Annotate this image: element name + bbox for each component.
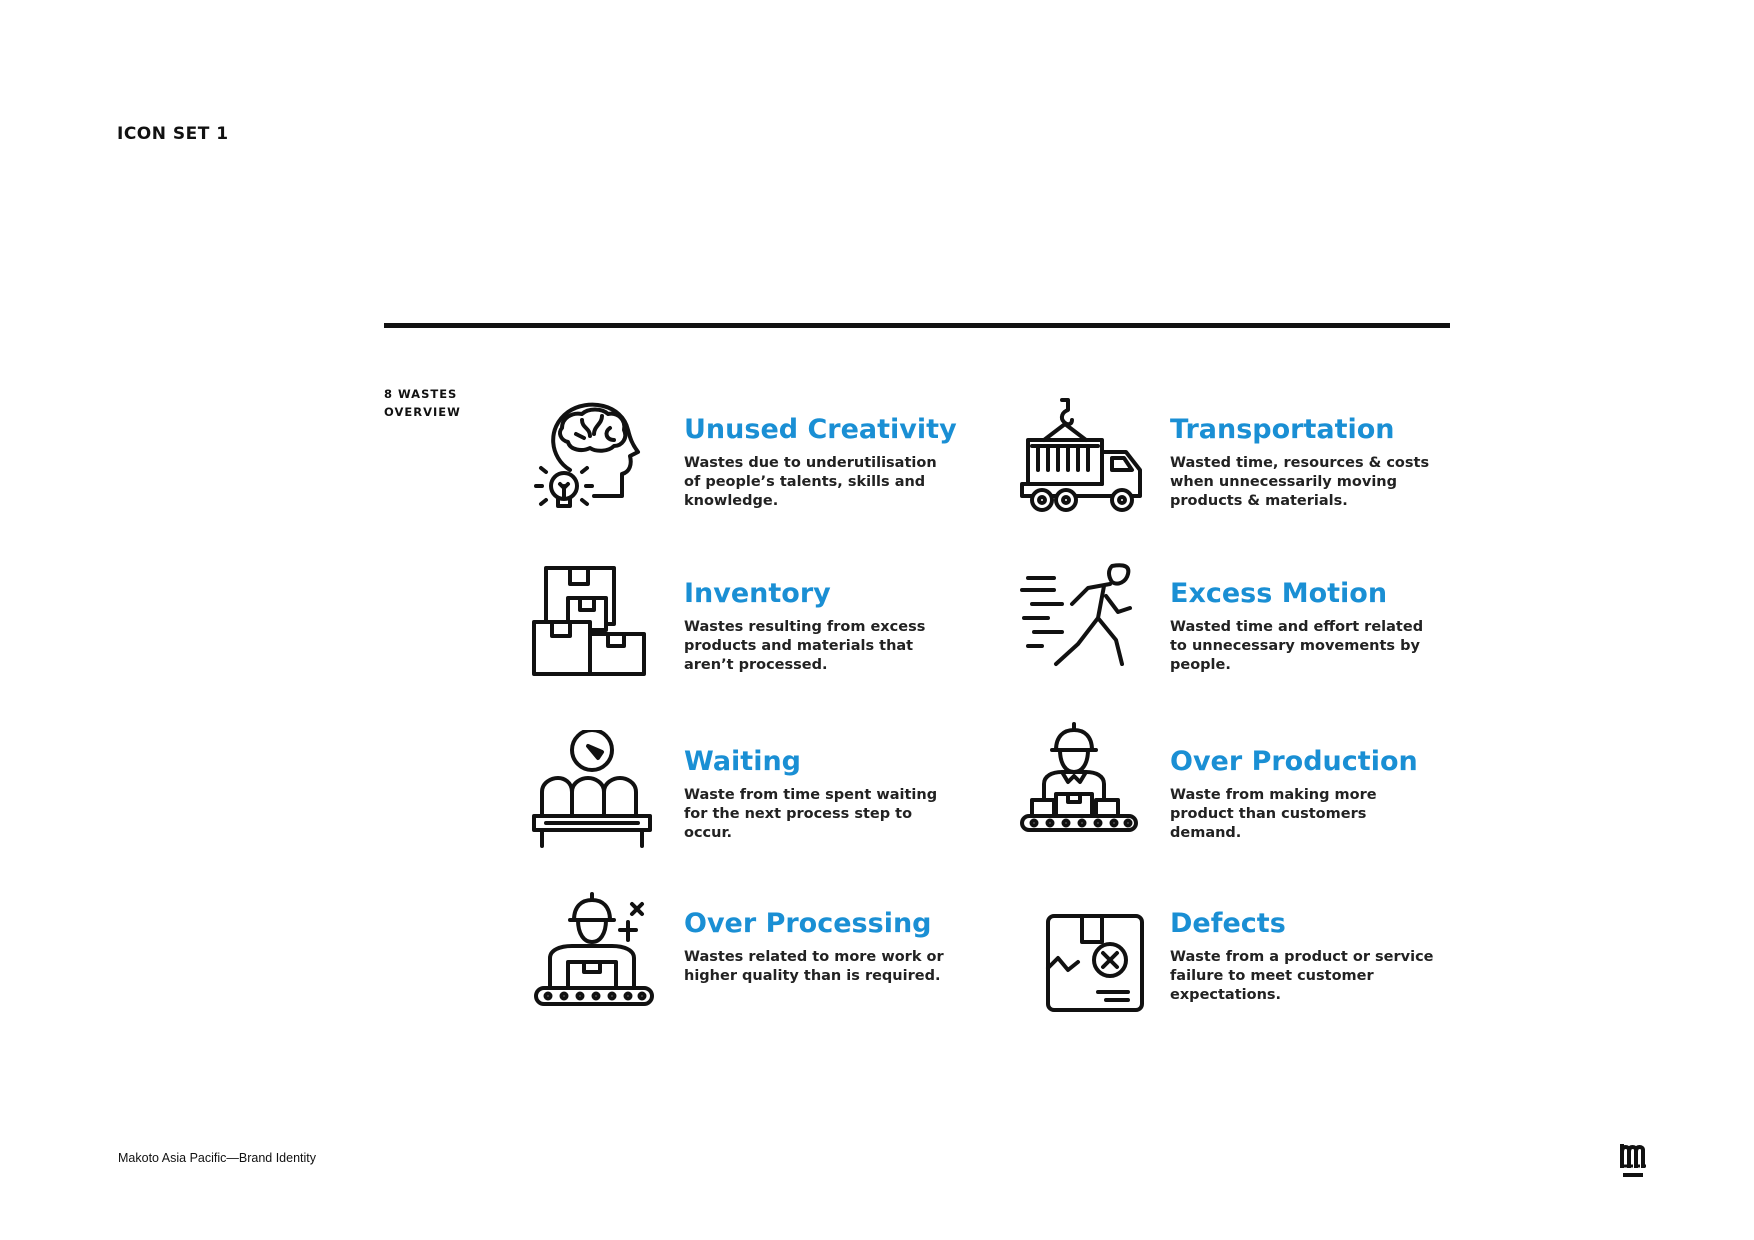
waste-description: Wastes related to more work or higher quality than is required. [684, 949, 944, 984]
waste-description: Wasted time and effort related to unnecessary movements by people. [1170, 619, 1424, 673]
waste-card-over-production [1018, 722, 1478, 852]
section-label-line1: 8 WASTES [384, 387, 458, 401]
stacked-boxes-icon [532, 562, 662, 692]
makoto-m-logo-icon [1619, 1142, 1647, 1180]
waste-card-excess-motion [1018, 562, 1478, 692]
worker-conveyor-boxes-icon [1018, 722, 1148, 852]
section-label-line2: OVERVIEW [384, 405, 461, 419]
section-label [384, 385, 461, 421]
waste-card-waiting [532, 730, 992, 860]
waste-description: Waste from a product or service failure to meet customer expectations. [1170, 949, 1434, 1003]
damaged-box-icon [1018, 892, 1148, 1022]
waste-description: Waste from making more product than customers demand. [1170, 787, 1377, 841]
truck-container-crane-icon [1018, 398, 1148, 528]
waiting-bench-clock-icon [532, 730, 662, 860]
head-brain-lightbulb-icon [532, 398, 662, 528]
waste-title: Transportation [1170, 414, 1395, 445]
divider-rule [384, 323, 1450, 328]
waste-title: Inventory [684, 578, 831, 609]
waste-description: Wasted time, resources & costs when unnecessarily moving products & materials. [1170, 455, 1430, 509]
waste-description: Waste from time spent waiting for the next process step to occur. [684, 787, 938, 841]
worker-conveyor-sparkle-icon [532, 892, 662, 1022]
waste-title: Defects [1170, 908, 1286, 939]
footer-brand-text: Makoto Asia Pacific—Brand Identity [118, 1151, 317, 1165]
waste-title: Over Processing [684, 908, 932, 939]
waste-description: Wastes due to underutilisation of people’s talents, skills and knowledge. [684, 455, 937, 509]
waste-card-defects [1018, 892, 1478, 1022]
waste-card-transportation [1018, 398, 1478, 528]
waste-title: Waiting [684, 746, 802, 777]
waste-title: Over Production [1170, 746, 1418, 777]
waste-card-over-processing [532, 892, 992, 1022]
page-title: ICON SET 1 [117, 124, 229, 144]
waste-title: Unused Creativity [684, 414, 957, 445]
waste-card-unused-creativity [532, 398, 992, 528]
waste-description: Wastes resulting from excess products and materials that aren’t processed. [684, 619, 926, 673]
waste-card-inventory [532, 562, 992, 692]
waste-title: Excess Motion [1170, 578, 1388, 609]
running-person-icon [1018, 562, 1148, 692]
